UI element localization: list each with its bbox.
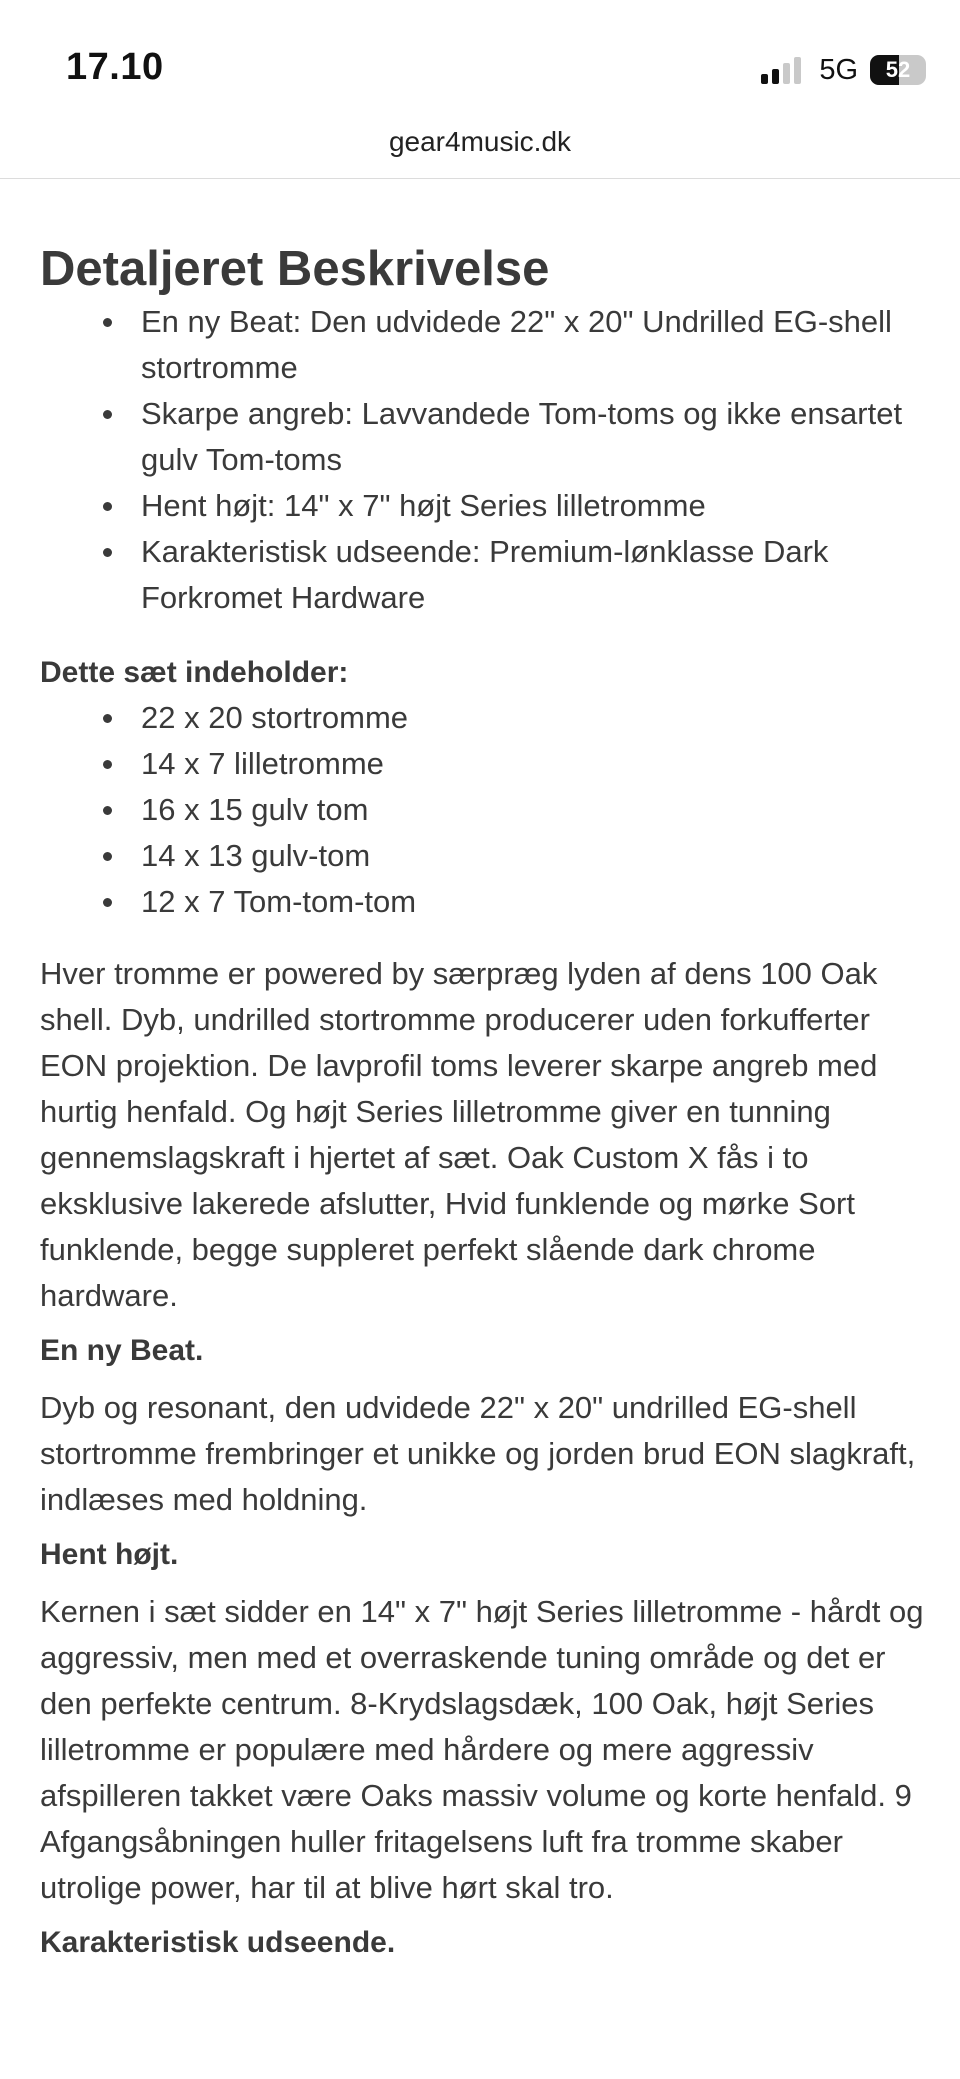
section-heading-beat: En ny Beat. xyxy=(40,1333,204,1367)
kit-item: 14 x 7 lilletromme xyxy=(141,741,930,787)
product-description xyxy=(40,240,930,1965)
status-bar xyxy=(0,0,960,112)
kit-item: 22 x 20 stortromme xyxy=(141,695,930,741)
kit-item: 12 x 7 Tom-tom-tom xyxy=(141,879,930,925)
section-text-hent: Kernen i sæt sidder en 14" x 7" højt Series lilletromme - hårdt og aggressiv, men med et overraskende tuning område og det er den perfekte centrum. 8-Krydslagsdæk, 100 Oak, højt Series lilletromme er populære med hårdere og mere aggressiv afspilleren takket være Oaks massiv volume og korte henfald. 9 Afgangsåbningen huller fritagelsens luft fra tromme skaber utrolige power, har til at blive hørt skal tro. xyxy=(40,1593,924,1905)
kit-contents-list xyxy=(40,695,930,925)
kit-item: 16 x 15 gulv tom xyxy=(141,787,930,833)
intro-paragraph: Hver tromme er powered by særpræg lyden af dens 100 Oak shell. Dyb, undrilled stortromme producerer uden forkufferter EON projektion. De lavprofil toms leverer skarpe angreb med hurtig henfald. Og højt Series lilletromme giver en tunning gennemslagskraft i hjertet af sæt. Oak Custom X fås i to eksklusive lakerede afslutter, Hvid funklende og mørke Sort funklende, begge suppleret perfekt slående dark chrome hardware. xyxy=(40,955,878,1313)
kit-item: 14 x 13 gulv-tom xyxy=(141,833,930,879)
section-heading-hent: Hent højt. xyxy=(40,1537,179,1571)
section-heading-look: Karakteristisk udseende. xyxy=(40,1925,396,1959)
url-text[interactable]: gear4music.dk xyxy=(388,126,572,157)
feature-item: Karakteristisk udseende: Premium-lønklasse Dark Forkromet Hardware xyxy=(141,529,930,621)
browser-address-bar[interactable] xyxy=(0,112,960,179)
feature-item: Skarpe angreb: Lavvandede Tom-toms og ikke ensartet gulv Tom-toms xyxy=(141,391,930,483)
cellular-signal-icon xyxy=(761,56,801,84)
status-indicators xyxy=(761,52,926,88)
feature-item: En ny Beat: Den udvidede 22" x 20" Undrilled EG-shell stortromme xyxy=(141,299,930,391)
page-title: Detaljeret Beskrivelse xyxy=(40,242,550,296)
kit-contents-heading: Dette sæt indeholder: xyxy=(40,655,349,689)
section-text-beat: Dyb og resonant, den udvidede 22" x 20" undrilled EG-shell stortromme frembringer et unikke og jorden brud EON slagkraft, indlæses med holdning. xyxy=(40,1389,916,1517)
network-type-label: 5G xyxy=(819,53,858,86)
status-time: 17.10 xyxy=(66,46,164,88)
features-list xyxy=(40,299,930,621)
feature-item: Hent højt: 14" x 7" højt Series lilletromme xyxy=(141,483,930,529)
battery-icon xyxy=(870,55,926,85)
battery-percent-label: 52 xyxy=(885,57,911,82)
